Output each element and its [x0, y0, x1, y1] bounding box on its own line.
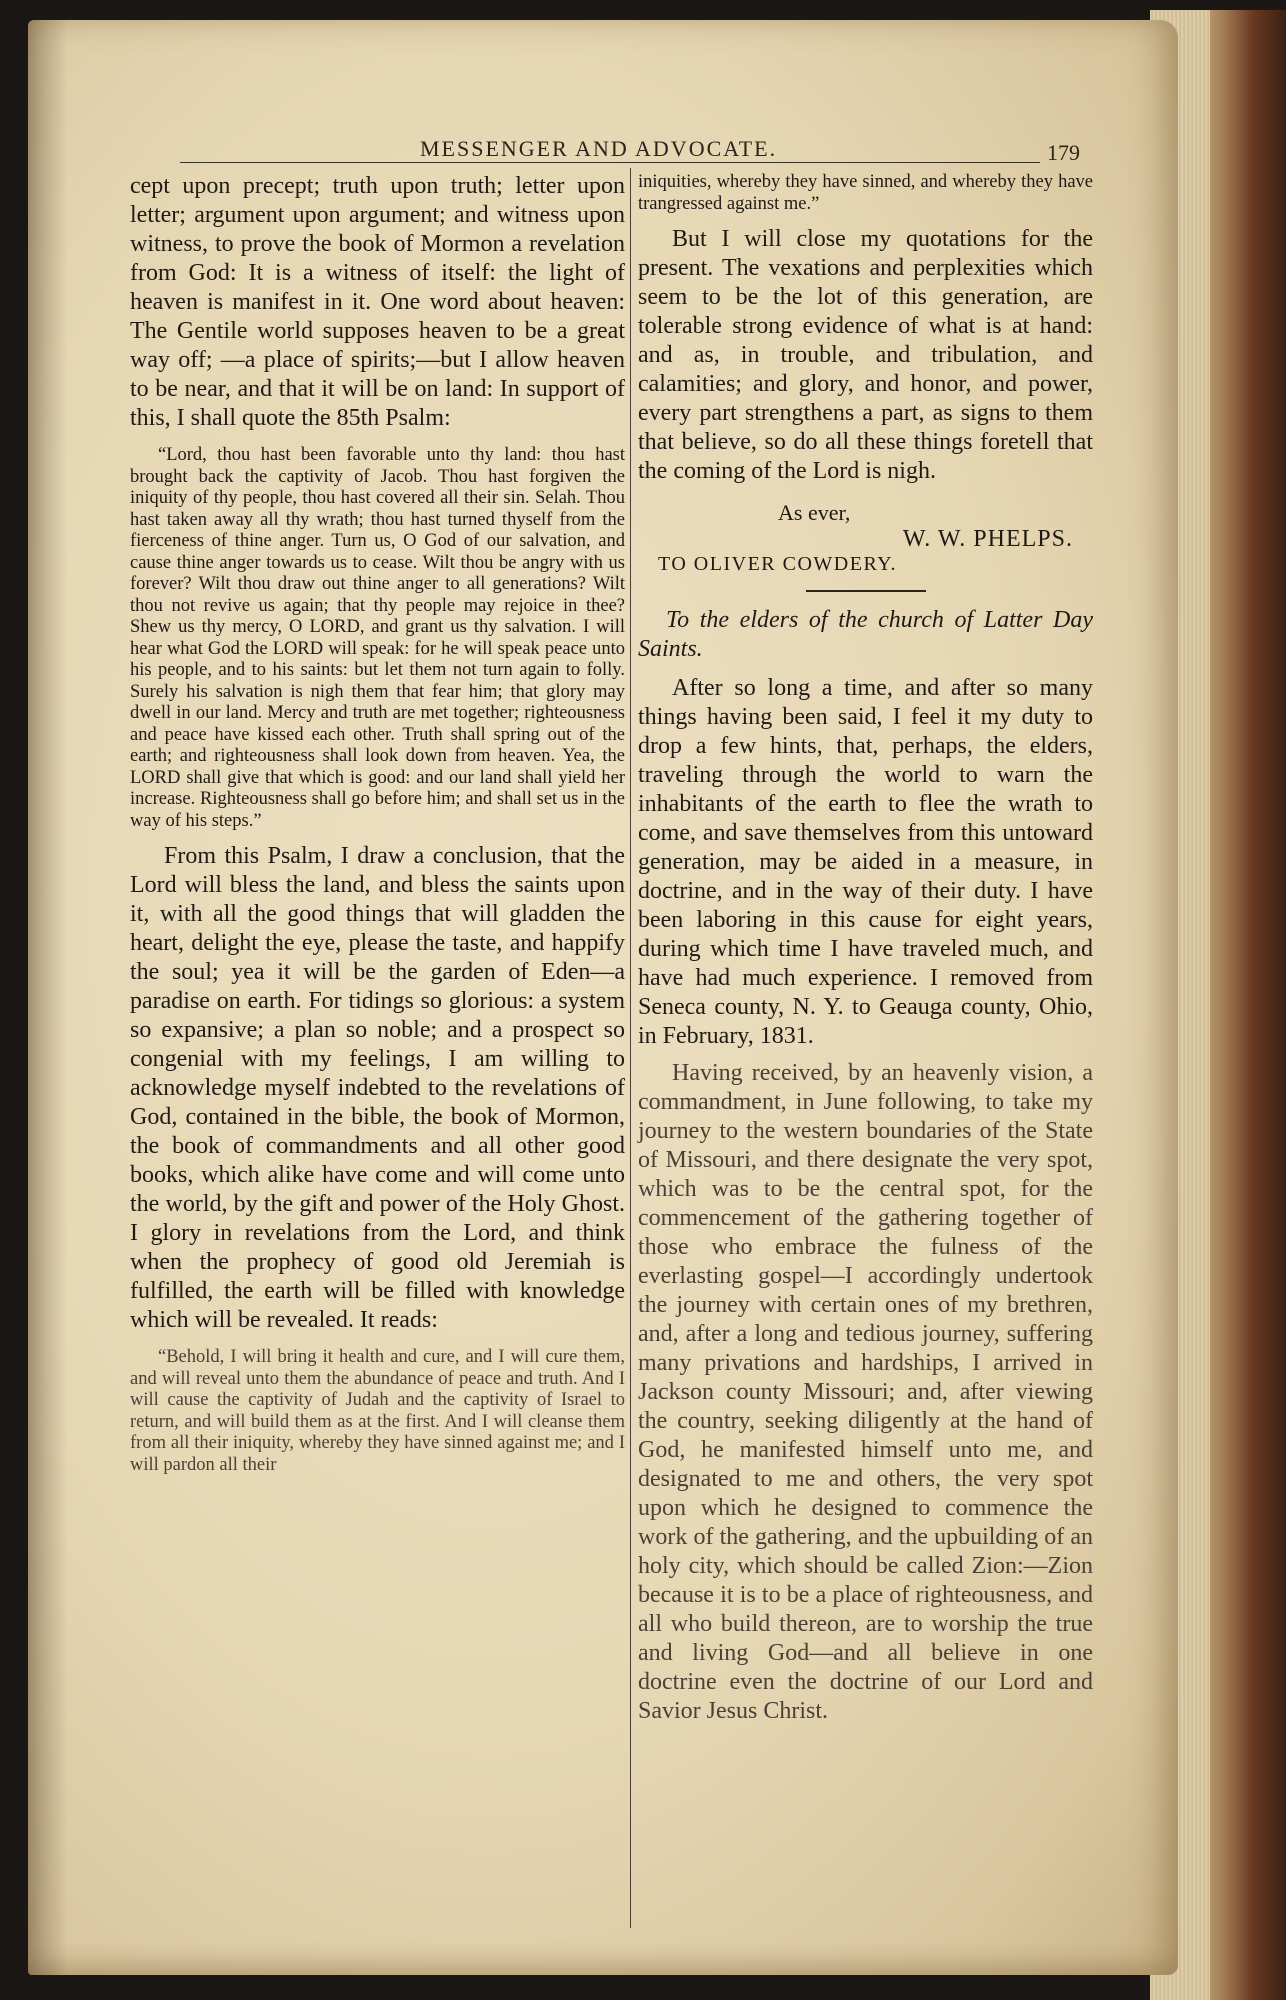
quote-continuation: iniquities, whereby they have sinned, and whereby they have trangressed against me.” [638, 172, 1093, 214]
gutter-shadow [28, 20, 68, 1975]
signature-name: W. W. PHELPS. [902, 526, 1073, 552]
paragraph: After so long a time, and after so many things having been said, I feel it my duty to drop a few hints, that, perhaps, the elders, traveling through the world to warn the inhabitants of the earth to flee the wrath to come, and save themselves from this untoward generation, may be aided in a measure, in doctrine, and in the way of their duty. I have been laboring in this cause for eight years, during which time I have traveled much, and have had much experience. I removed from Seneca county, N. Y. to Geauga county, Ohio, in February, 1831. [638, 675, 1093, 1049]
column-divider [630, 168, 631, 1928]
running-head [180, 122, 1080, 165]
header-rule [180, 162, 1040, 163]
paragraph: But I will close my quotations for the present. The vexations and perplexities which seem to be the lot of this generation, are tolerable strong evidence of what is at hand: and as, in trouble, and tribulation, and calamities; and glory, and honor, and power, every part strengthens a part, as signs to them that believe, so do all these things foretell that the coming of the Lord is nigh. [638, 226, 1093, 484]
psalm-quote: “Lord, thou hast been favorable unto thy land: thou hast brought back the captivity of Jacob. Thou hast forgiven the iniquity of thy people, thou hast covered all their sin. Selah. Thou hast taken away all thy wrath; thou hast turned thyself from the fierceness of thine anger. Turn us, O God of our salvation, and cause thine anger towards us to cease. Wilt thou be angry with us forever? Wilt thou draw out thine anger to all generations? Wilt thou not revive us again; that thy people may rejoice in thee? Shew us thy mercy, O LORD, and grant us thy salvation. I will hear what God the LORD will speak: for he will speak peace unto his people, and to his saints: but let them not turn again to folly. Surely his salvation is nigh them that fear him; that glory may dwell in our land. Mercy and truth are met together; righteousness and peace have kissed each other. Truth shall spring out of the earth; and righteousness shall look down from heaven. Yea, the LORD shall give that which is good: and our land shall yield her increase. Righteousness shall go before him; and shall set us in the way of his steps.” [130, 445, 625, 831]
article-title: To the elders of the church of Latter Day Saints. [638, 607, 1093, 662]
page-number: 179 [1047, 140, 1080, 165]
paragraph: cept upon precept; truth upon truth; letter upon letter; argument upon argument; and witness upon witness, to prove the book of Mormon a revelation from God: It is a witness of itself: the light of heaven is manifest in it. One word about heaven: The Gentile world supposes heaven to be a great way off; —a place of spirits;—but I allow heaven to be near, and that it will be on land: In support of this, I shall quote the 85th Psalm: [130, 173, 625, 431]
right-column [638, 172, 1093, 1726]
running-title: MESSENGER AND ADVOCATE. [420, 136, 778, 161]
left-column [130, 172, 625, 1486]
signature-closing: As ever, [778, 500, 851, 525]
paragraph: From this Psalm, I draw a conclusion, that the Lord will bless the land, and bless the saints upon it, with all the good things that will gladden the heart, delight the eye, please the taste, and happify the soul; yea it will be the garden of Eden—a paradise on earth. For tidings so glorious: a system so expansive; a plan so noble; and a prospect so congenial with my feelings, I am willing to acknowledge myself indebted to the revelations of God, contained in the bible, the book of Mormon, the book of commandments and all other good books, which alike have come and will come unto the world, by the gift and power of the Holy Ghost. I glory in revelations from the Lord, and think when the prophecy of good old Jeremiah is fulfilled, the earth will be filled with knowledge which will be revealed. It reads: [130, 843, 625, 1333]
paragraph: Having received, by an heavenly vision, a commandment, in June following, to take my journey to the western boundaries of the State of Missouri, and there designate the very spot, which was to be the central spot, for the commencement of the gathering together of those who embrace the fulness of the everlasting gospel—I accordingly undertook the journey with certain ones of my brethren, and, after a long and tedious journey, suffering many privations and hardships, I arrived in Jackson county Missouri; and, after viewing the country, seeking diligently at the hand of God, he manifested himself unto me, and designated to me and others, the very spot upon which he designed to commence the work of the gathering, and the upbuilding of an holy city, which should be called Zion:—Zion because it is to be a place of righteousness, and all who build thereon, are to worship the true and living God—and all believe in one doctrine even the doctrine of our Lord and Savior Jesus Christ. [638, 1060, 1093, 1724]
section-rule [806, 590, 926, 592]
signature-recipient: TO OLIVER COWDERY. [658, 553, 898, 575]
jeremiah-quote: “Behold, I will bring it health and cure, and I will cure them, and will reveal unto them the abundance of peace and truth. And I will cause the captivity of Judah and the captivity of Israel to return, and will build them as at the first. And I will cleanse them from all their iniquity, whereby they have sinned against me; and I will pardon all their [130, 1347, 625, 1475]
